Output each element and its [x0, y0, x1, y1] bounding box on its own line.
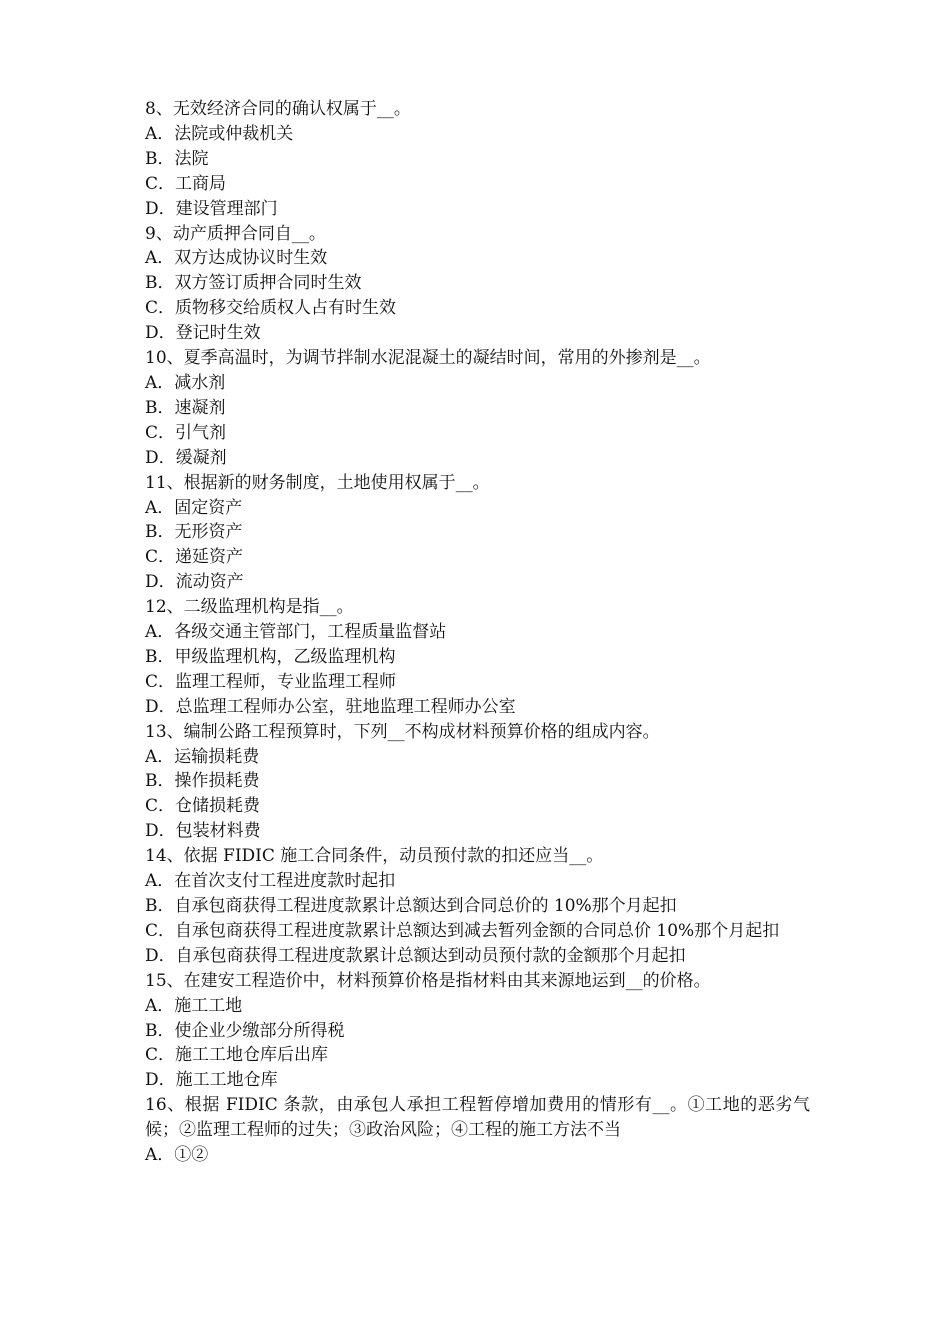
question-stem: 11、根据新的财务制度，土地使用权属于__。 — [145, 472, 490, 493]
option-d: D．缓凝剂 — [145, 447, 227, 468]
option-b: B．使企业少缴部分所得税 — [145, 1020, 345, 1041]
option-a: A．各级交通主管部门，工程质量监督站 — [145, 622, 447, 643]
option-a: A．运输损耗费 — [145, 746, 260, 767]
option-a: A．双方达成协议时生效 — [145, 248, 328, 269]
option-c: C．质物移交给质权人占有时生效 — [145, 298, 397, 319]
option-c: C．自承包商获得工程进度款累计总额达到减去暂列金额的合同总价 10%那个月起扣 — [145, 920, 780, 941]
option-b: B．双方签订质押合同时生效 — [145, 273, 362, 294]
option-b: B．操作损耗费 — [145, 771, 260, 792]
option-d: D．建设管理部门 — [145, 198, 278, 219]
option-c: C．仓储损耗费 — [145, 796, 261, 817]
question-10 — [145, 346, 810, 471]
document-page — [145, 97, 810, 1168]
question-stem: 9、动产质押合同自__。 — [145, 223, 326, 244]
option-a: A．减水剂 — [145, 372, 226, 393]
question-13 — [145, 720, 810, 845]
question-15 — [145, 969, 810, 1094]
option-a: A．在首次支付工程进度款时起扣 — [145, 871, 396, 892]
option-b: B．无形资产 — [145, 522, 243, 543]
option-d: D．施工工地仓库 — [145, 1070, 278, 1091]
question-stem: 15、在建安工程造价中，材料预算价格是指材料由其来源地运到__的价格。 — [145, 970, 711, 991]
question-stem: 10、夏季高温时，为调节拌制水泥混凝土的凝结时间，常用的外掺剂是__。 — [145, 348, 711, 369]
question-stem: 14、依据 FIDIC 施工合同条件，动员预付款的扣还应当__。 — [145, 846, 604, 867]
option-c: C．工商局 — [145, 173, 227, 194]
option-a: A．施工工地 — [145, 995, 243, 1016]
option-d: D．登记时生效 — [145, 323, 261, 344]
option-a: A．法院或仲裁机关 — [145, 123, 294, 144]
option-c: C．递延资产 — [145, 547, 244, 568]
option-b: B．自承包商获得工程进度款累计总额达到合同总价的 10%那个月起扣 — [145, 896, 677, 916]
option-d: D．流动资产 — [145, 572, 244, 593]
option-c: C．监理工程师，专业监理工程师 — [145, 671, 397, 692]
option-d: D．总监理工程师办公室，驻地监理工程师办公室 — [145, 696, 516, 717]
question-11 — [145, 471, 810, 596]
option-a: A．①② — [145, 1145, 209, 1166]
option-c: C．引气剂 — [145, 422, 227, 443]
question-16 — [145, 1093, 810, 1168]
question-stem: 16、根据 FIDIC 条款，由承包人承担工程暂停增加费用的情形有__。①工地的恶劣气候；②监理工程师的过失；③政治风险；④工程的施工方法不当 — [145, 1095, 810, 1141]
question-9 — [145, 222, 810, 347]
question-12 — [145, 595, 810, 720]
option-b: B．速凝剂 — [145, 397, 226, 418]
option-c: C．施工工地仓库后出库 — [145, 1045, 329, 1066]
question-8 — [145, 97, 810, 222]
option-b: B．甲级监理机构，乙级监理机构 — [145, 646, 396, 667]
option-d: D．自承包商获得工程进度款累计总额达到动员预付款的金额那个月起扣 — [145, 945, 686, 966]
question-stem: 13、编制公路工程预算时，下列__不构成材料预算价格的组成内容。 — [145, 721, 660, 742]
question-14 — [145, 844, 810, 969]
option-b: B．法院 — [145, 148, 209, 169]
option-d: D．包装材料费 — [145, 821, 261, 842]
question-stem: 8、无效经济合同的确认权属于__。 — [145, 99, 411, 119]
question-stem: 12、二级监理机构是指__。 — [145, 597, 354, 618]
option-a: A．固定资产 — [145, 497, 243, 518]
